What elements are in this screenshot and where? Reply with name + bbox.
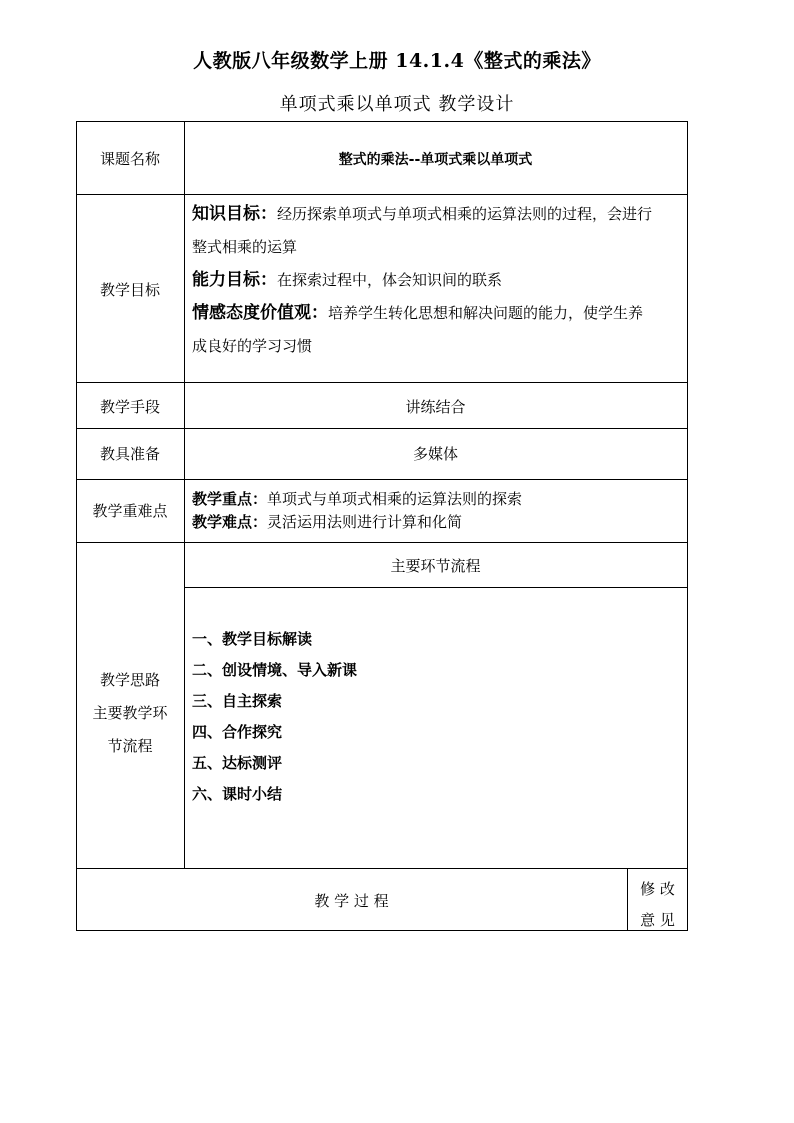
flow-item: 二、创设情境、导入新课 (192, 661, 358, 679)
document-title: 人教版八年级数学上册 14.1.4《整式的乘法》 (193, 50, 601, 72)
flow-label (76, 664, 184, 763)
difficulty-text: 灵活运用法则进行计算和化简 (267, 513, 463, 531)
tools-value: 多媒体 (412, 445, 458, 463)
flow-item: 五、达标测评 (192, 754, 283, 772)
goals-label: 教学目标 (99, 281, 160, 299)
emotion-goal-text-1: 培养学生转化思想和解决问题的能力，使学生养 (328, 304, 644, 322)
flow-item: 六、课时小结 (192, 785, 283, 803)
focus-line (192, 488, 682, 511)
flow-item: 四、合作探究 (192, 723, 283, 741)
flow-label-line-1: 教学思路 (99, 671, 160, 689)
topic-label: 课题名称 (99, 150, 160, 168)
knowledge-goal-text-2: 整式相乘的运算 (192, 238, 298, 256)
emotion-goal (192, 297, 682, 330)
knowledge-goal-key: 知识目标： (192, 204, 277, 224)
focus-key: 教学重点： (192, 490, 268, 508)
flow-item: 三、自主探索 (192, 692, 283, 710)
flow-label-line-2: 主要教学环 (92, 704, 168, 722)
flow-header: 主要环节流程 (390, 557, 481, 575)
ability-goal-text: 在探索过程中，体会知识间的联系 (277, 271, 503, 289)
knowledge-goal-text-1: 经历探索单项式与单项式相乘的运算法则的过程，会进行 (277, 205, 653, 223)
topic-value: 整式的乘法--单项式乘以单项式 (338, 152, 533, 168)
process-label: 教 学 过 程 (314, 892, 389, 910)
goals-content (192, 198, 682, 363)
flow-list (192, 624, 357, 810)
ability-goal (192, 264, 682, 297)
document-subtitle: 单项式乘以单项式 教学设计 (279, 94, 515, 115)
tools-label: 教具准备 (99, 445, 160, 463)
knowledge-goal (192, 198, 682, 231)
means-label: 教学手段 (99, 398, 160, 416)
emotion-goal-text-2: 成良好的学习习惯 (192, 337, 313, 355)
flow-label-line-3: 节流程 (107, 737, 153, 755)
emotion-goal-key: 情感态度价值观： (192, 303, 328, 323)
difficulty-line (192, 511, 682, 534)
flow-item: 一、教学目标解读 (192, 630, 313, 648)
ability-goal-key: 能力目标： (192, 270, 277, 290)
means-value: 讲练结合 (405, 398, 466, 416)
revision-notes-line-2: 意 见 (640, 911, 675, 929)
difficulty-key: 教学难点： (192, 513, 268, 531)
revision-notes-line-1: 修 改 (640, 880, 675, 898)
revision-notes-label (628, 874, 687, 936)
focus-text: 单项式与单项式相乘的运算法则的探索 (267, 490, 523, 508)
keypoints-content (192, 488, 682, 534)
keypoints-label: 教学重难点 (92, 502, 168, 520)
